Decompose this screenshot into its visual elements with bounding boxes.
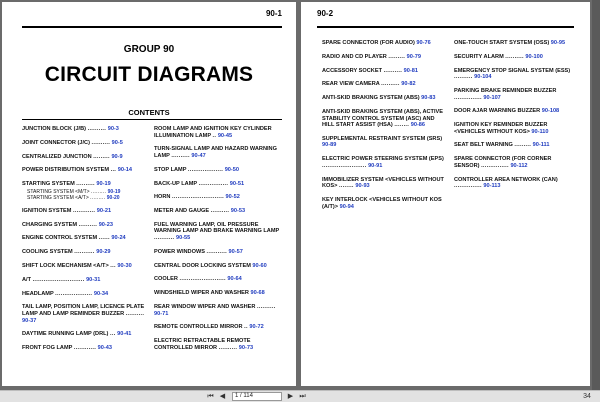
last-page-icon[interactable]: ⏭ xyxy=(299,393,306,400)
zoom-level[interactable]: 34 xyxy=(583,393,591,400)
toc-leader-dots: ........... xyxy=(154,235,175,242)
toc-entry-label: COOLING SYSTEM xyxy=(22,249,73,256)
toc-entry-page[interactable]: 90-111 xyxy=(532,142,550,149)
toc-entry-page[interactable]: 90-41 xyxy=(117,331,132,338)
toc-leader-dots: .......... xyxy=(381,81,400,88)
toc-entry[interactable] xyxy=(154,324,280,331)
toc-leader-dots: .. xyxy=(212,132,217,139)
header-rule xyxy=(22,26,282,28)
toc-entry-page[interactable]: 90-21 xyxy=(96,207,112,214)
toc-entry[interactable] xyxy=(154,126,280,139)
toc-entry-label: POWER DISTRIBUTION SYSTEM xyxy=(22,167,110,174)
toc-entry[interactable] xyxy=(154,290,280,297)
toc-entry-page[interactable]: 90-86 xyxy=(410,122,426,129)
toc-entry-label: FRONT FOG LAMP xyxy=(22,345,73,352)
toc-entry[interactable] xyxy=(454,156,578,169)
toc-entry-label: HORN xyxy=(154,194,171,201)
toc-entry-label: REMOTE CONTROLLED MIRROR xyxy=(154,324,243,331)
toc-entry-label: IMMOBILIZER SYSTEM <VEHICLES WITHOUT KOS> xyxy=(322,176,444,190)
toc-leader-dots: .................... xyxy=(55,290,93,297)
page-number: 90-2 xyxy=(317,9,334,18)
toc-entry-label: POWER WINDOWS xyxy=(154,248,205,255)
toc-entry-page[interactable]: 90-34 xyxy=(93,290,109,297)
toc-entry-label: ANTI-SKID BRAKING SYSTEM (ABS) xyxy=(322,95,420,102)
toc-entry-page[interactable]: 90-95 xyxy=(550,40,566,46)
toc-entry[interactable] xyxy=(322,81,448,88)
toc-entry-label: SHIFT LOCK MECHANISM <A/T> xyxy=(22,263,109,270)
toc-leader-dots: .......... xyxy=(505,53,524,60)
toc-entry-label: ROOM LAMP AND IGNITION KEY CYLINDER ILLUMINATION LAMP xyxy=(154,126,272,139)
toc-entry[interactable] xyxy=(154,222,280,242)
toc-entry-page[interactable]: 90-30 xyxy=(117,263,132,270)
toc-entry[interactable] xyxy=(322,95,448,102)
toc-entry-page[interactable]: 90-64 xyxy=(227,276,242,283)
toc-entry-label: ANTI-SKID BRAKING SYSTEM (ABS), ACTIVE STABILITY CONTROL SYSTEM (ASC) AND HILL START ASSIST (HSA) xyxy=(322,108,443,129)
page-indicator[interactable]: 1 / 114 xyxy=(232,392,282,401)
toc-entry-page[interactable]: 90-100 xyxy=(525,53,543,60)
toc-entry[interactable] xyxy=(22,277,148,284)
toc-entry-label: JUNCTION BLOCK (J/B) xyxy=(22,126,87,132)
toc-entry-label: FUEL WARNING LAMP, OIL PRESSURE WARNING LAMP AND BRAKE WARNING LAMP xyxy=(154,221,280,235)
toc-entry-label: SUPPLEMENTAL RESTRAINT SYSTEM (SRS) xyxy=(322,135,443,142)
toc-entry-label: PARKING BRAKE REMINDER BUZZER xyxy=(454,87,557,94)
toc-entry[interactable] xyxy=(22,208,148,215)
toc-entry-page[interactable]: 90-14 xyxy=(117,167,133,174)
toc-leader-dots: .......... xyxy=(76,181,95,188)
toc-entry[interactable] xyxy=(154,181,280,188)
toc-entry[interactable] xyxy=(322,68,448,75)
toc-entry-page[interactable]: 90-83 xyxy=(421,95,436,102)
toc-entry[interactable] xyxy=(22,126,148,133)
toc-entry-label: REAR WINDOW WIPER AND WASHER xyxy=(154,303,256,310)
toc-entry-label: ACCESSORY SOCKET xyxy=(322,67,382,74)
toc-entry-label: DAYTIME RUNNING LAMP (DRL) xyxy=(22,331,109,338)
toc-leader-dots: ... xyxy=(109,331,116,338)
toc-entry-page[interactable]: 90-79 xyxy=(406,53,421,60)
toc-entry-page[interactable]: 90-113 xyxy=(483,183,501,190)
first-page-icon[interactable]: ⏮ xyxy=(207,393,214,400)
toc-entry[interactable] xyxy=(22,222,148,229)
toc-leader-dots: ........ xyxy=(338,183,354,190)
toc-entry-label: DOOR AJAR WARNING BUZZER xyxy=(454,108,541,115)
contents-heading: CONTENTS xyxy=(128,108,170,117)
toc-entry-label: CONTROLLER AREA NETWORK (CAN) xyxy=(454,176,558,183)
toc-entry-page[interactable]: 90-20 xyxy=(106,194,120,201)
toc-entry-page[interactable]: 90-91 xyxy=(368,162,383,169)
toc-entry[interactable] xyxy=(22,167,148,174)
toc-entry[interactable] xyxy=(154,304,280,317)
toc-entry-label: TURN-SIGNAL LAMP AND HAZARD WARNING LAMP xyxy=(154,146,277,159)
toc-entry-label: CHARGING SYSTEM xyxy=(22,221,78,228)
toc-leader-dots: .......... xyxy=(91,139,111,146)
prev-page-icon[interactable]: ◀ xyxy=(219,393,226,400)
toc-entry[interactable] xyxy=(322,177,448,190)
toc-entry-page[interactable]: 90-71 xyxy=(154,310,169,317)
toc-column-1 xyxy=(22,126,148,359)
toc-entry-label: IGNITION SYSTEM xyxy=(22,207,72,214)
toc-sub-entry[interactable] xyxy=(22,195,148,201)
toc-leader-dots: ............................ xyxy=(172,194,224,201)
toc-entry-label: EMERGENCY STOP SIGNAL SYSTEM (ESS) xyxy=(454,67,571,74)
toc-column-1 xyxy=(322,40,448,217)
page-number: 90-1 xyxy=(265,9,282,18)
toc-entry[interactable] xyxy=(22,249,148,256)
toc-leader-dots: .......... xyxy=(125,310,145,317)
toc-entry[interactable] xyxy=(322,197,448,210)
toc-leader-dots: ... xyxy=(110,167,117,174)
toc-leader-dots: ............... xyxy=(481,162,509,169)
page-title: CIRCUIT DIAGRAMS xyxy=(44,63,254,86)
toc-entry-label: ENGINE CONTROL SYSTEM xyxy=(22,235,98,242)
toc-entry-page[interactable]: 90-31 xyxy=(86,276,101,283)
toc-column-2 xyxy=(454,40,578,197)
toc-entry-label: A/T xyxy=(22,276,32,283)
toc-leader-dots: ...... xyxy=(98,235,110,242)
toc-entry-label: ELECTRIC RETRACTABLE REMOTE CONTROLLED MIRROR xyxy=(154,338,251,351)
toc-leader-dots: ............ xyxy=(72,207,96,214)
toc-entry[interactable] xyxy=(154,338,280,351)
toc-entry[interactable] xyxy=(22,331,148,338)
toc-entry[interactable] xyxy=(22,291,148,298)
toc-entry-page[interactable]: 90-45 xyxy=(217,132,233,139)
toc-entry-page[interactable]: 90-23 xyxy=(98,221,113,228)
toc-entry[interactable] xyxy=(322,136,448,149)
toc-entry-page[interactable]: 90-72 xyxy=(249,324,264,331)
toc-entry[interactable] xyxy=(454,108,578,115)
toc-entry-label: SPARE CONNECTOR (FOR AUDIO) xyxy=(322,40,415,46)
toc-entry[interactable] xyxy=(322,156,448,169)
toc-leader-dots: .......... xyxy=(87,126,107,132)
toc-entry-label: JOINT CONNECTOR (J/C) xyxy=(22,139,90,146)
header-rule xyxy=(317,26,574,28)
toc-leader-dots: .. xyxy=(244,324,248,331)
toc-entry-page[interactable]: 90-29 xyxy=(96,249,111,256)
toc-entry-label: METER AND GAUGE xyxy=(154,208,210,215)
toc-entry-label: CENTRALIZED JUNCTION xyxy=(22,153,92,160)
toc-entry-label: KEY INTERLOCK <VEHICLES WITHOUT KOS (A/T)> xyxy=(322,197,442,210)
toc-entry[interactable] xyxy=(22,304,148,324)
toc-entry-page[interactable]: 90-5 xyxy=(111,139,123,146)
toc-entry[interactable] xyxy=(22,345,148,352)
toc-leader-dots: .......... xyxy=(383,67,403,74)
toc-leader-dots: .......... xyxy=(171,152,190,159)
toc-entry-page[interactable]: 90-3 xyxy=(107,126,119,132)
next-page-icon[interactable]: ▶ xyxy=(287,393,294,400)
toc-entry[interactable] xyxy=(454,68,578,81)
toc-entry[interactable] xyxy=(454,88,578,101)
toc-leader-dots: ........................ xyxy=(322,162,367,169)
toc-entry[interactable] xyxy=(454,54,578,61)
toc-entry[interactable] xyxy=(154,208,280,215)
toc-entry[interactable] xyxy=(454,40,578,47)
toc-leader-dots: .......... xyxy=(256,303,276,310)
toc-entry[interactable] xyxy=(454,177,578,190)
toc-leader-dots: ......... xyxy=(514,142,532,149)
toc-entry[interactable] xyxy=(154,276,280,283)
toc-leader-dots: ........... xyxy=(74,249,95,256)
toc-entry[interactable] xyxy=(154,249,280,256)
toc-entry-label: STARTING SYSTEM <M/T> xyxy=(27,188,90,195)
toc-entry-page[interactable]: 90-94 xyxy=(339,203,354,210)
toc-entry-label: STOP LAMP xyxy=(154,166,187,173)
toc-entry[interactable] xyxy=(22,263,148,270)
toc-leader-dots: ............................ xyxy=(32,276,85,283)
toc-leader-dots: ......... xyxy=(90,194,106,201)
toc-entry-page[interactable]: 90-19 xyxy=(96,181,111,188)
left-page xyxy=(2,2,296,386)
toc-leader-dots: ......... xyxy=(91,188,107,195)
toc-entry-page[interactable]: 90-104 xyxy=(474,74,492,81)
toc-leader-dots: ... xyxy=(110,263,116,270)
toc-entry-page[interactable]: 90-24 xyxy=(111,235,126,242)
toc-leader-dots: ......... xyxy=(93,153,110,160)
toc-entry[interactable] xyxy=(454,122,578,135)
toc-entry-page[interactable]: 90-73 xyxy=(238,344,254,351)
toc-entry-page[interactable]: 90-51 xyxy=(229,180,245,187)
toc-entry-page[interactable]: 90-81 xyxy=(403,67,418,74)
toc-entry-page[interactable]: 90-47 xyxy=(191,152,206,159)
toc-entry-page[interactable]: 90-93 xyxy=(355,183,370,190)
toc-leader-dots: ......... xyxy=(388,53,406,60)
toc-leader-dots: ........... xyxy=(206,248,227,255)
toc-leader-dots: .......... xyxy=(78,221,98,228)
toc-column-2 xyxy=(154,126,280,359)
toc-entry[interactable] xyxy=(154,167,280,174)
toc-entry-page[interactable]: 90-89 xyxy=(322,142,337,149)
toc-entry-page[interactable]: 90-53 xyxy=(230,208,246,215)
toc-leader-dots: ......................... xyxy=(179,276,226,283)
toc-entry-page[interactable]: 90-112 xyxy=(510,162,528,169)
toc-entry-page[interactable]: 90-82 xyxy=(401,81,416,88)
toc-entry[interactable] xyxy=(322,54,448,61)
toc-leader-dots: ............... xyxy=(454,94,482,101)
toc-leader-dots: ................... xyxy=(187,166,224,173)
toc-entry-label: CENTRAL DOOR LOCKING SYSTEM xyxy=(154,262,251,269)
toc-entry[interactable] xyxy=(22,140,148,147)
toc-leader-dots: ............ xyxy=(73,345,97,352)
contents-rule xyxy=(22,119,282,120)
toc-entry-label: TAIL LAMP, POSITION LAMP, LICENCE PLATE LAMP AND LAMP REMINDER BUZZER xyxy=(22,304,145,317)
toc-entry[interactable] xyxy=(322,40,448,47)
toc-entry-label: STARTING SYSTEM xyxy=(22,181,75,188)
toc-entry-page[interactable]: 90-9 xyxy=(111,153,123,160)
toc-entry-label: RADIO AND CD PLAYER xyxy=(322,53,387,60)
right-page xyxy=(301,2,590,386)
toc-entry-page[interactable]: 90-19 xyxy=(107,188,121,195)
toc-entry-page[interactable]: 90-110 xyxy=(531,128,549,135)
viewer-toolbar xyxy=(0,390,600,402)
toc-entry[interactable] xyxy=(154,194,280,201)
toc-entry[interactable] xyxy=(154,263,280,270)
toc-entry-label: COOLER xyxy=(154,276,178,283)
toc-entry[interactable] xyxy=(322,109,448,129)
toc-leader-dots: .......... xyxy=(210,208,230,215)
toc-entry-page[interactable]: 90-76 xyxy=(416,40,431,46)
toc-entry[interactable] xyxy=(454,142,578,149)
toc-entry[interactable] xyxy=(22,235,148,242)
toc-entry-label: SEAT BELT WARNING xyxy=(454,142,513,149)
toc-entry-page[interactable]: 90-55 xyxy=(175,235,191,242)
toc-entry-page[interactable]: 90-37 xyxy=(22,317,37,324)
toc-entry[interactable] xyxy=(154,146,280,159)
toc-leader-dots: .......... xyxy=(218,344,238,351)
toc-entry-page[interactable]: 90-60 xyxy=(252,262,267,269)
toc-entry-page[interactable]: 90-50 xyxy=(224,166,239,173)
toc-entry-label: WINDSHIELD WIPER AND WASHER xyxy=(154,290,249,297)
vertical-scrollbar[interactable] xyxy=(592,0,600,390)
toc-entry-page[interactable]: 90-68 xyxy=(250,290,265,297)
toc-entry-label: ONE-TOUCH START SYSTEM (OSS) xyxy=(454,40,550,46)
toc-leader-dots: ................ xyxy=(198,180,229,187)
toc-entry-page[interactable]: 90-57 xyxy=(228,248,243,255)
toc-entry-label: SECURITY ALARM xyxy=(454,53,504,60)
toc-entry-page[interactable]: 90-52 xyxy=(225,194,240,201)
toc-entry-label: STARTING SYSTEM <A/T> xyxy=(27,194,89,201)
toc-entry-label: BACK-UP LAMP xyxy=(154,180,197,187)
toc-leader-dots: .......... xyxy=(454,74,473,81)
toc-leader-dots: ........ xyxy=(394,122,410,129)
toc-entry-label: REAR VIEW CAMERA xyxy=(322,81,380,88)
toc-entry[interactable] xyxy=(22,154,148,161)
toc-leader-dots: ............... xyxy=(454,183,482,190)
group-label: GROUP 90 xyxy=(123,44,175,55)
toc-entry-label: ELECTRIC POWER STEERING SYSTEM (EPS) xyxy=(322,156,444,163)
toc-entry-label: SPARE CONNECTOR (FOR CORNER SENSOR) xyxy=(454,156,552,169)
toc-entry-page[interactable]: 90-108 xyxy=(541,108,560,115)
toc-entry-page[interactable]: 90-107 xyxy=(483,94,501,101)
toc-entry-label: HEADLAMP xyxy=(22,290,54,297)
toc-entry[interactable] xyxy=(22,181,148,188)
toc-entry-page[interactable]: 90-43 xyxy=(97,345,112,352)
toc-entry-label: IGNITION KEY REMINDER BUZZER <VEHICLES WITHOUT KOS> xyxy=(454,122,548,135)
